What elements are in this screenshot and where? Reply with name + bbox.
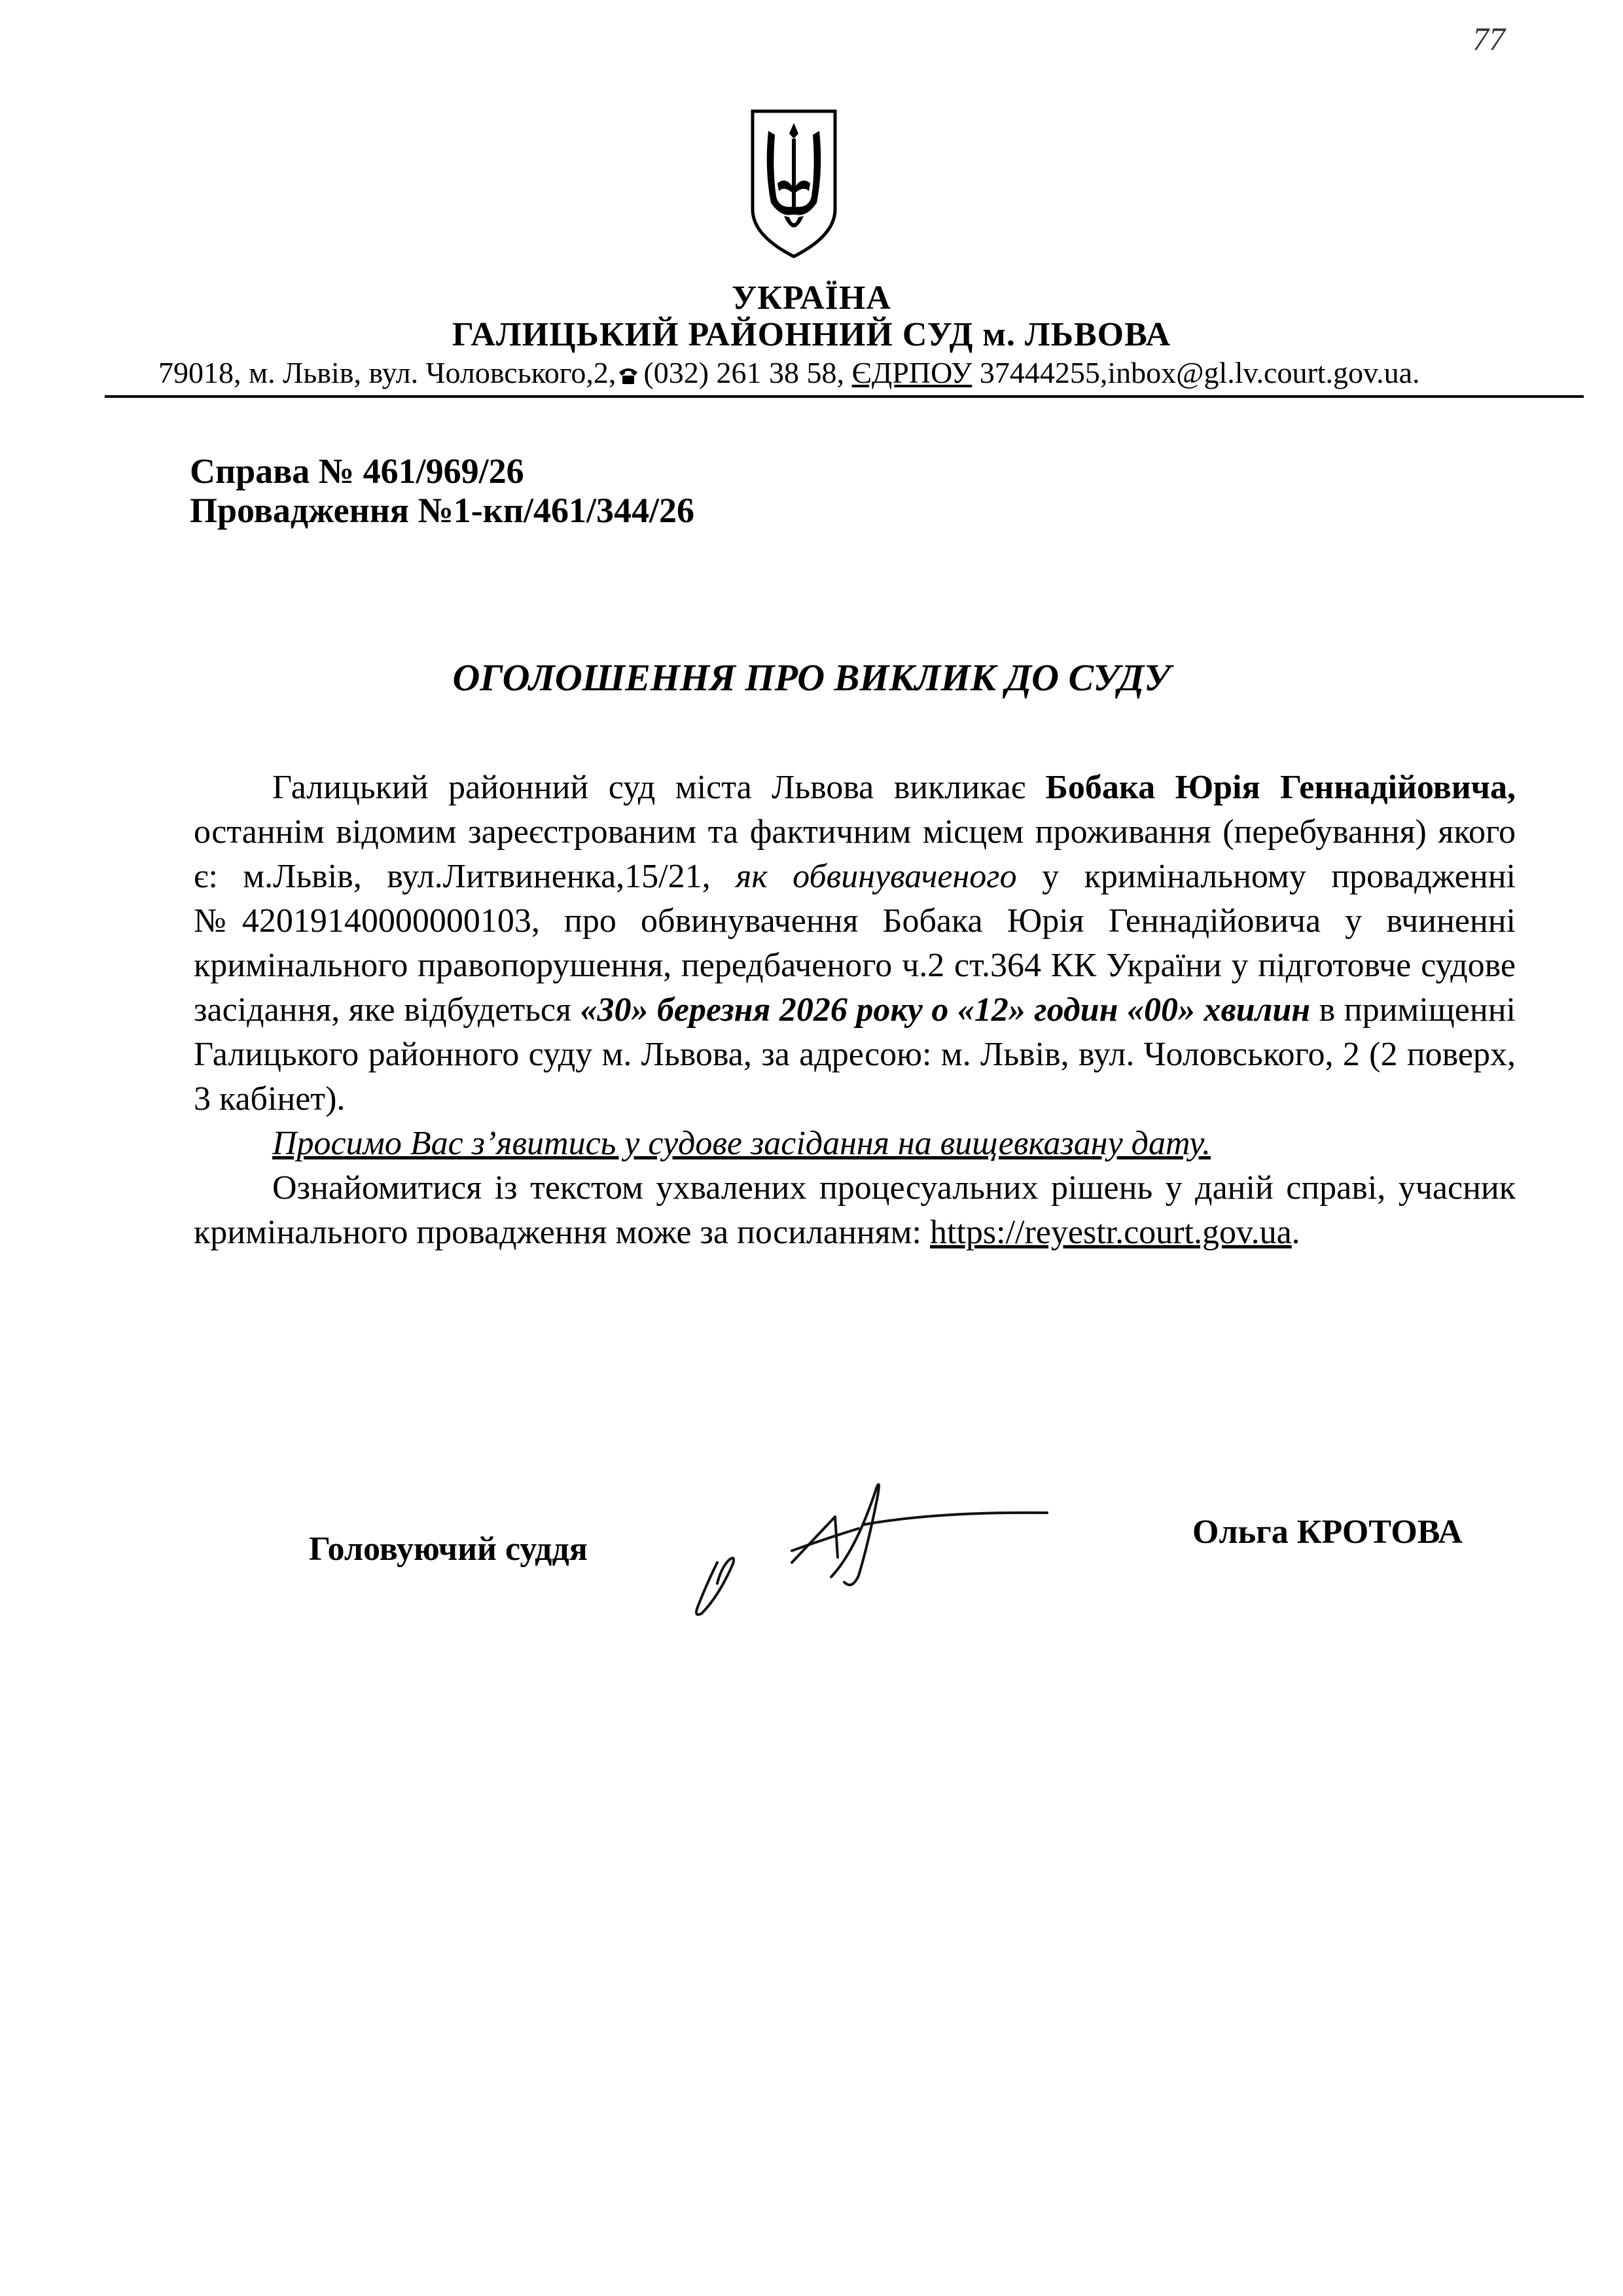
accused-role: як обвинуваченого bbox=[736, 858, 1017, 895]
summons-text-2: останнім відомим зареєстрованим та фактичним місцем проживання (перебування) якого є: м.Львів, вул.Литвиненка,15/21, bbox=[194, 813, 1516, 895]
summons-text-3: у кримінальному провадженні №42019140000000103, про обвинувачення Бобака Юрія Геннадійовича у вчиненні кримінального правопорушення, передбаченого ч.2 ст.364 КК України у підготовче судове засідання, яке відбудеться bbox=[194, 858, 1516, 1029]
court-name: ГАЛИЦЬКИЙ РАЙОННИЙ СУД м. ЛЬВОВА bbox=[452, 316, 1171, 353]
registry-text: Ознайомитися із текстом ухвалених процесуальних рішень у даній справі, учасник кримінального провадження може за посиланням: bbox=[194, 1169, 1516, 1251]
hearing-datetime: «30» березня 2026 року о «12» годин «00» хвилин bbox=[580, 991, 1311, 1029]
judge-name: Ольга КРОТОВА bbox=[1192, 1513, 1463, 1551]
edrpou-label: ЄДРПОУ bbox=[851, 356, 972, 389]
appearance-request bbox=[194, 1122, 1516, 1166]
trident-emblem-icon bbox=[745, 105, 843, 262]
summons-text-1: Галицький районний суд міста Львова викликає bbox=[272, 769, 1046, 806]
summons-paragraph bbox=[194, 766, 1516, 1122]
case-number: Справа № 461/969/26 bbox=[190, 451, 524, 491]
court-address: 79018, м. Львів, вул. Чоловського,2, bbox=[158, 356, 616, 389]
appearance-request-text: Просимо Вас з’явитись у судове засідання на вищевказану дату. bbox=[272, 1125, 1211, 1162]
document-title: ОГОЛОШЕННЯ ПРО ВИКЛИК ДО СУДУ bbox=[452, 656, 1171, 699]
court-contact-line bbox=[158, 352, 1552, 394]
court-phone: (032) 261 38 58, bbox=[643, 356, 845, 389]
notice-body bbox=[194, 766, 1516, 1255]
proceeding-number: Провадження №1-кп/461/344/26 bbox=[190, 491, 695, 530]
handwritten-page-number: 77 bbox=[1472, 20, 1505, 57]
summons-text-4: в приміщенні Галицького районного суду м. Львова, за адресою: м. Львів, вул. Чоловського, 2 (2 поверх, 3 кабінет). bbox=[194, 991, 1516, 1118]
edrpou-and-email: 37444255,inbox@gl.lv.court.gov.ua. bbox=[979, 356, 1420, 389]
country-name: УКРАЇНА bbox=[732, 279, 891, 317]
accused-name: Бобака Юрія Геннадійовича, bbox=[1045, 769, 1516, 806]
phone-icon bbox=[617, 366, 639, 385]
presiding-judge-label: Головуючий суддя bbox=[309, 1530, 588, 1568]
header-divider bbox=[105, 395, 1584, 398]
registry-end: . bbox=[1291, 1214, 1300, 1251]
registry-paragraph bbox=[194, 1166, 1516, 1255]
handwritten-signature bbox=[681, 1453, 1060, 1623]
registry-link[interactable]: https://reyestr.court.gov.ua bbox=[930, 1214, 1292, 1251]
